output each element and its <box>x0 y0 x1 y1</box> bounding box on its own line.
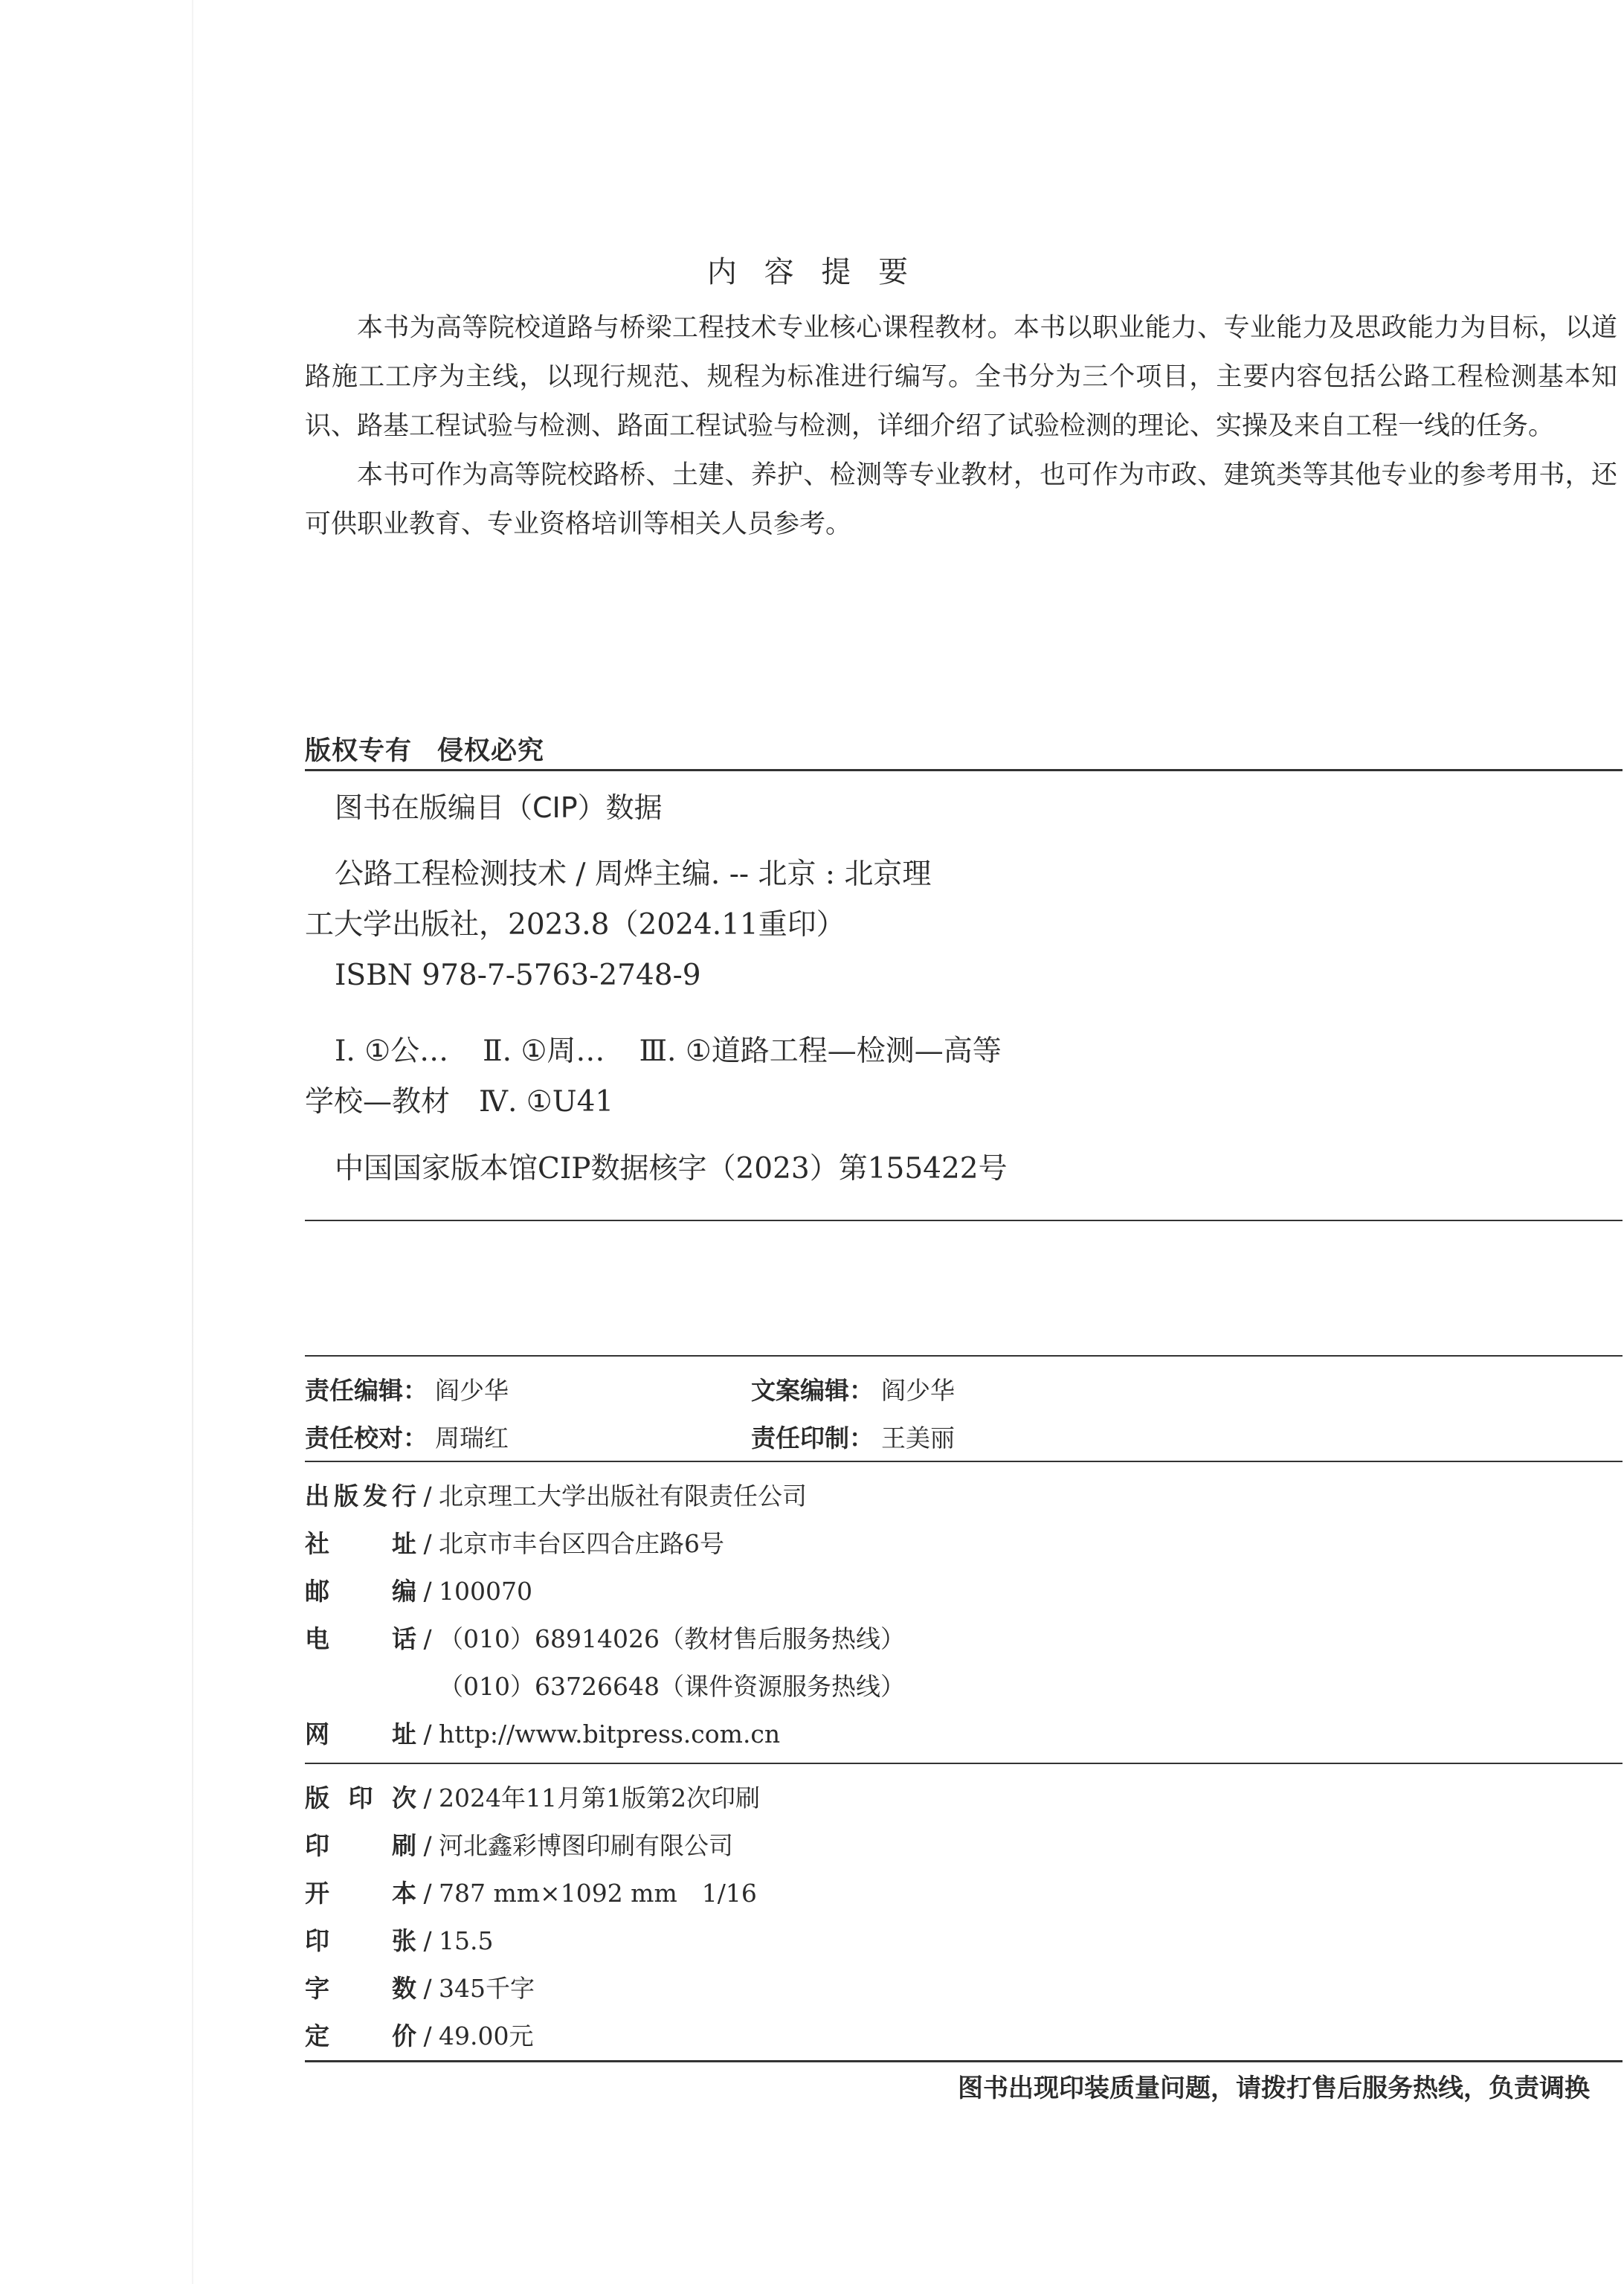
info-row-edition <box>305 1775 760 1822</box>
staff-block <box>305 1367 1614 1462</box>
info-row-printer <box>305 1822 760 1870</box>
cip-heading: 图书在版编目（CIP）数据 <box>335 791 663 824</box>
separator: / <box>423 2021 432 2050</box>
phone-label: 电话 <box>305 1624 416 1653</box>
price-label: 定价 <box>305 2021 416 2050</box>
print-supervisor: 王美丽 <box>881 1424 955 1453</box>
proofreader-label: 责任校对： <box>305 1424 428 1453</box>
divider <box>305 1763 1623 1764</box>
info-row-website <box>305 1711 905 1758</box>
info-row-address <box>305 1520 905 1568</box>
wordcount-label: 字数 <box>305 1974 416 2003</box>
format-label: 开本 <box>305 1879 416 1908</box>
scan-edge <box>192 0 193 2284</box>
divider <box>305 1461 1623 1462</box>
divider <box>305 2060 1623 2062</box>
copy-editor: 阎少华 <box>881 1376 955 1405</box>
summary-paragraph-1: 本书为高等院校道路与桥梁工程技术专业核心课程教材。本书以职业能力、专业能力及思政能力为目标，以道路施工工序为主线，以现行规范、规程为标准进行编写。全书分为三个项目，主要内容包括公路工程检测基本知识、路基工程试验与检测、路面工程试验与检测，详细介绍了试验检测的理论、实操及来自工程一线的任务。 <box>305 313 1617 441</box>
format-value: 787 mm×1092 mm 1/16 <box>439 1879 757 1908</box>
summary-paragraph-2: 本书可作为高等院校路桥、土建、养护、检测等专业教材，也可作为市政、建筑类等其他专业的参考用书，还可供职业教育、专业资格培训等相关人员参考。 <box>305 460 1617 539</box>
separator: / <box>423 1783 432 1812</box>
copyright-notice <box>305 730 544 768</box>
separator: / <box>423 1974 432 2003</box>
separator: / <box>423 1624 432 1653</box>
printer-value: 河北鑫彩博图印刷有限公司 <box>439 1831 733 1860</box>
copy-editor-label: 文案编辑： <box>751 1376 874 1405</box>
cip-classification <box>305 1026 1123 1077</box>
info-row-price <box>305 2013 760 2060</box>
address-label: 社址 <box>305 1529 416 1558</box>
copyright-infringement: 侵权必究 <box>437 736 545 766</box>
publisher-value: 北京理工大学出版社有限责任公司 <box>439 1482 807 1511</box>
cip-approval: 中国国家版本馆CIP数据核字（2023）第155422号 <box>335 1152 1008 1186</box>
responsible-editor-label: 责任编辑： <box>305 1376 428 1405</box>
postcode-value: 100070 <box>439 1577 532 1606</box>
cip-class-3: Ⅲ. ①道路工程—检测—高等 <box>639 1035 1002 1068</box>
sheets-label: 印张 <box>305 1926 416 1955</box>
printing-info <box>305 1775 760 2060</box>
info-row-wordcount <box>305 1965 760 2013</box>
info-row-phone <box>305 1615 905 1663</box>
copyright-reserved: 版权专有 <box>305 736 413 766</box>
cip-block <box>305 785 1123 1194</box>
info-row-phone-cont <box>305 1663 905 1711</box>
phone-value-1: （010）68914026（教材售后服务热线） <box>439 1624 905 1653</box>
info-row-format <box>305 1870 760 1917</box>
info-row-postcode <box>305 1568 905 1615</box>
publisher-label: 出版发行 <box>305 1482 416 1511</box>
address-value: 北京市丰台区四合庄路6号 <box>439 1529 724 1558</box>
cip-publisher-line: 工大学出版社，2023.8（2024.11重印） <box>305 908 845 942</box>
postcode-label: 邮编 <box>305 1577 416 1606</box>
divider <box>305 1355 1623 1357</box>
cip-isbn: ISBN 978-7-5763-2748-9 <box>335 959 701 992</box>
proofreader: 周瑞红 <box>435 1424 509 1453</box>
responsible-editor: 阎少华 <box>435 1376 509 1405</box>
divider <box>305 769 1623 771</box>
printer-label: 印刷 <box>305 1831 416 1860</box>
separator: / <box>423 1720 432 1749</box>
divider <box>305 1220 1623 1221</box>
summary-title: 内 容 提 要 <box>706 255 918 289</box>
cip-classification-cont: 学校—教材 Ⅳ. ①U41 <box>305 1085 614 1119</box>
separator: / <box>423 1529 432 1558</box>
separator: / <box>423 1831 432 1860</box>
website-label: 网址 <box>305 1720 416 1749</box>
separator: / <box>423 1926 432 1955</box>
separator: / <box>423 1879 432 1908</box>
publisher-info <box>305 1473 905 1758</box>
separator: / <box>423 1482 432 1511</box>
quality-notice: 图书出现印装质量问题，请拨打售后服务热线，负责调换 <box>958 2074 1590 2103</box>
edition-label: 版印次 <box>305 1783 416 1812</box>
print-supervisor-label: 责任印制： <box>751 1424 874 1453</box>
info-row-sheets <box>305 1917 760 1965</box>
wordcount-value: 345千字 <box>439 1974 535 2003</box>
cip-title-line: 公路工程检测技术 / 周烨主编. -- 北京 : 北京理 <box>335 858 932 891</box>
cip-class-1: Ⅰ. ①公… <box>335 1035 449 1068</box>
price-value: 49.00元 <box>439 2021 534 2050</box>
phone-value-2: （010）63726648（课件资源服务热线） <box>439 1672 905 1701</box>
cip-class-2: Ⅱ. ①周… <box>483 1035 605 1068</box>
sheets-value: 15.5 <box>439 1926 494 1955</box>
website-value: http://www.bitpress.com.cn <box>439 1720 781 1749</box>
info-row-publisher <box>305 1473 905 1520</box>
edition-value: 2024年11月第1版第2次印刷 <box>439 1783 760 1812</box>
separator: / <box>423 1577 432 1606</box>
summary-body <box>305 303 1617 549</box>
